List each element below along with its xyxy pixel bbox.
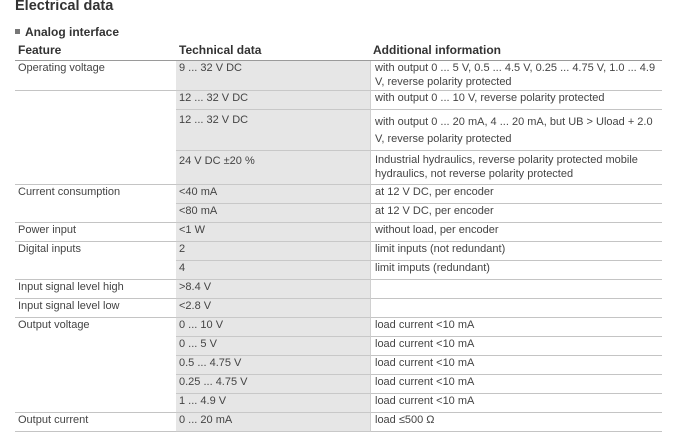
technical-cell: <2.8 V bbox=[176, 299, 370, 318]
additional-cell: at 12 V DC, per encoder bbox=[370, 185, 662, 204]
table-row bbox=[15, 375, 662, 394]
feature-cell bbox=[15, 337, 176, 356]
feature-cell: Input signal level low bbox=[15, 299, 176, 318]
square-bullet-icon bbox=[15, 29, 20, 34]
additional-cell bbox=[370, 299, 662, 318]
technical-cell: 0 ... 10 V bbox=[176, 318, 370, 337]
table-row bbox=[15, 299, 662, 318]
table-row bbox=[15, 204, 662, 223]
feature-cell bbox=[15, 356, 176, 375]
table-row bbox=[15, 151, 662, 185]
additional-cell: limit imputs (redundant) bbox=[370, 261, 662, 280]
additional-cell: load ≤500 Ω bbox=[370, 413, 662, 432]
additional-cell: Industrial hydraulics, reverse polarity protected mobile hydraulics, not reverse polarity protected bbox=[370, 151, 662, 185]
technical-cell: 0.5 ... 4.75 V bbox=[176, 356, 370, 375]
additional-cell: limit inputs (not redundant) bbox=[370, 242, 662, 261]
table-row bbox=[15, 91, 662, 110]
table-row bbox=[15, 185, 662, 204]
technical-cell: 9 ... 32 V DC bbox=[176, 61, 370, 91]
additional-cell: with output 0 ... 5 V, 0.5 ... 4.5 V, 0.25 ... 4.75 V, 1.0 ... 4.9 V, reverse polarity protected bbox=[370, 61, 662, 91]
additional-cell: load current <10 mA bbox=[370, 318, 662, 337]
header-technical-data: Technical data bbox=[179, 43, 262, 57]
technical-cell: 1 ... 4.9 V bbox=[176, 394, 370, 413]
table-row bbox=[15, 318, 662, 337]
technical-cell: <40 mA bbox=[176, 185, 370, 204]
feature-cell bbox=[15, 204, 176, 223]
header-additional-info: Additional information bbox=[373, 43, 501, 57]
data-table bbox=[15, 61, 662, 432]
feature-cell bbox=[15, 110, 176, 151]
section-title bbox=[15, 25, 119, 39]
technical-cell: >8.4 V bbox=[176, 280, 370, 299]
additional-cell: without load, per encoder bbox=[370, 223, 662, 242]
header-feature: Feature bbox=[18, 43, 62, 57]
additional-cell: at 12 V DC, per encoder bbox=[370, 204, 662, 223]
table-row bbox=[15, 223, 662, 242]
additional-cell: load current <10 mA bbox=[370, 394, 662, 413]
technical-cell: 0 ... 20 mA bbox=[176, 413, 370, 432]
page-title: Electrical data bbox=[15, 0, 114, 14]
technical-cell: <1 W bbox=[176, 223, 370, 242]
section-title-text: Analog interface bbox=[25, 25, 120, 39]
feature-cell bbox=[15, 261, 176, 280]
table-row bbox=[15, 394, 662, 413]
table-row bbox=[15, 280, 662, 299]
additional-cell: with output 0 ... 10 V, reverse polarity protected bbox=[370, 91, 662, 110]
feature-cell bbox=[15, 151, 176, 185]
additional-cell: load current <10 mA bbox=[370, 375, 662, 394]
additional-cell: load current <10 mA bbox=[370, 337, 662, 356]
table-row bbox=[15, 413, 662, 432]
technical-cell: 4 bbox=[176, 261, 370, 280]
table-row bbox=[15, 337, 662, 356]
feature-cell: Output current bbox=[15, 413, 176, 432]
table-row bbox=[15, 261, 662, 280]
feature-cell bbox=[15, 91, 176, 110]
additional-cell bbox=[370, 280, 662, 299]
table-row bbox=[15, 61, 662, 91]
feature-cell: Current consumption bbox=[18, 186, 121, 198]
feature-cell: Power input bbox=[15, 223, 176, 242]
technical-cell: 0.25 ... 4.75 V bbox=[176, 375, 370, 394]
feature-cell: Output voltage bbox=[18, 319, 90, 331]
technical-cell: 0 ... 5 V bbox=[176, 337, 370, 356]
additional-cell: load current <10 mA bbox=[370, 356, 662, 375]
feature-cell: Input signal level high bbox=[15, 280, 176, 299]
technical-cell: 2 bbox=[176, 242, 370, 261]
table-row bbox=[15, 356, 662, 375]
technical-cell: 12 ... 32 V DC bbox=[176, 110, 370, 151]
feature-cell bbox=[15, 394, 176, 413]
additional-cell: with output 0 ... 20 mA, 4 ... 20 mA, but UB > Uload + 2.0 V, reverse polarity protected bbox=[370, 110, 662, 151]
table-row bbox=[15, 110, 662, 151]
feature-cell bbox=[15, 375, 176, 394]
technical-cell: 12 ... 32 V DC bbox=[176, 91, 370, 110]
technical-cell: <80 mA bbox=[176, 204, 370, 223]
technical-cell: 24 V DC ±20 % bbox=[176, 151, 370, 185]
feature-cell: Operating voltage bbox=[15, 61, 176, 91]
feature-cell: Digital inputs bbox=[18, 243, 81, 255]
table-row bbox=[15, 242, 662, 261]
